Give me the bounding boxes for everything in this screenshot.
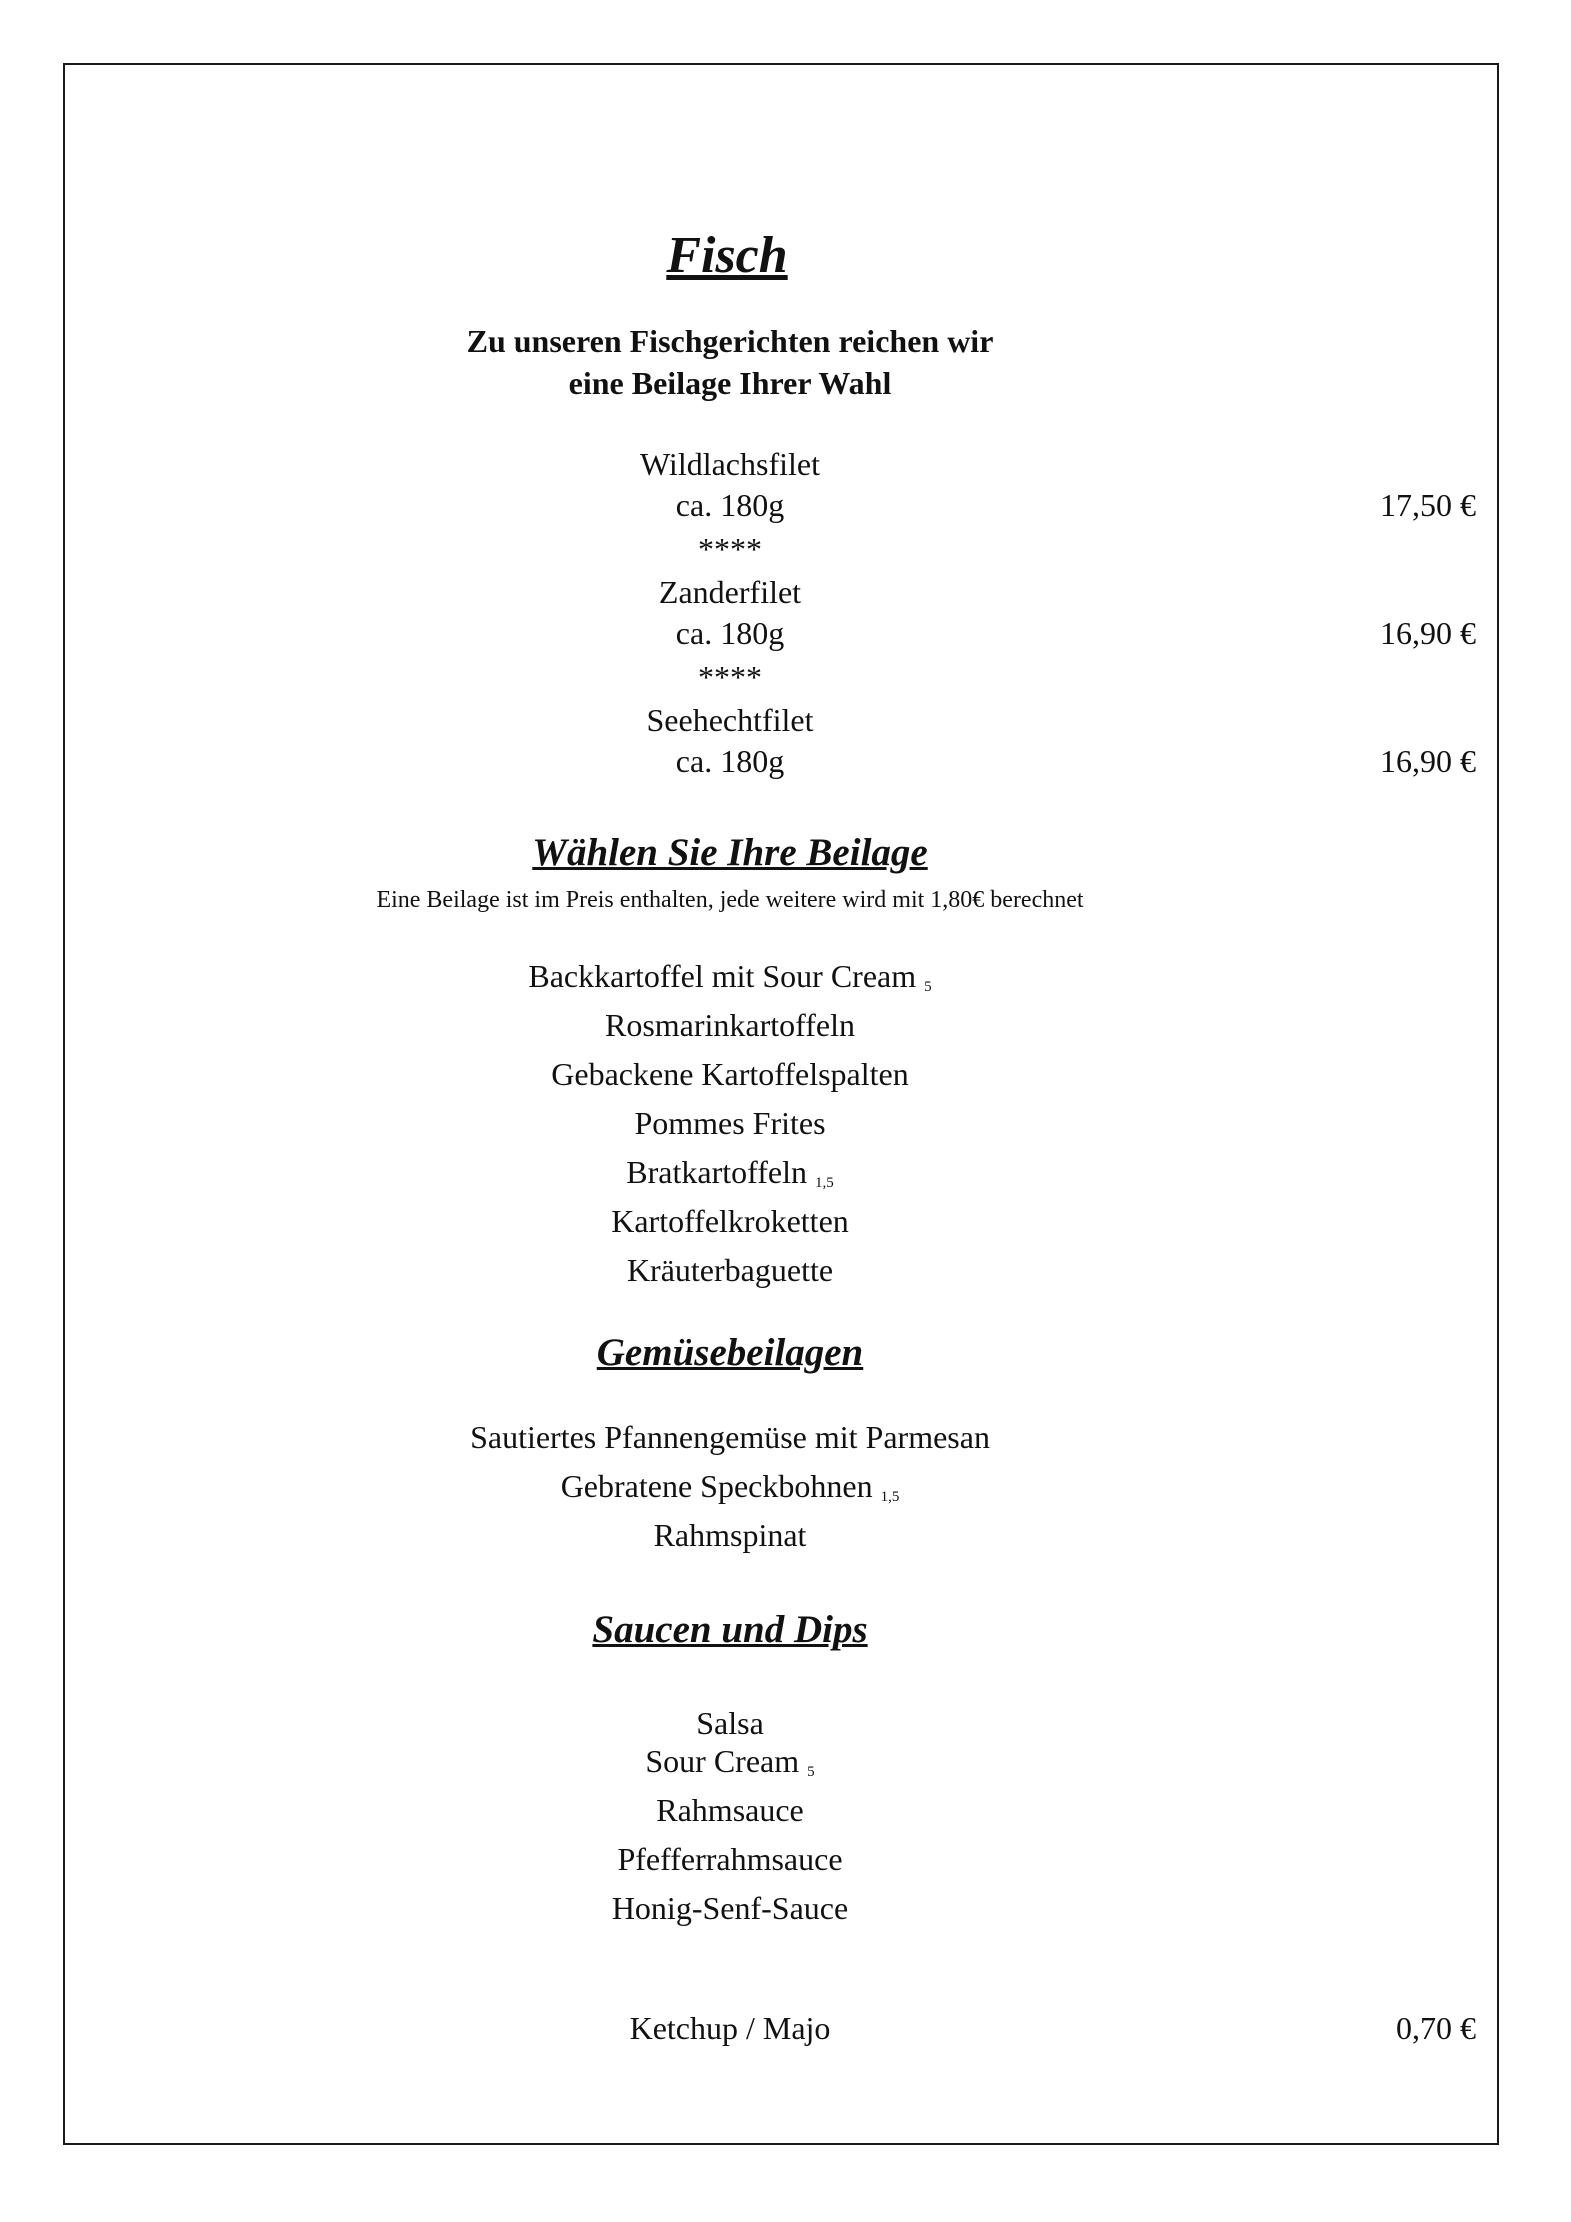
sauces-title: Saucen und Dips [592, 1608, 868, 1651]
fish-item-price: 16,90 € [1380, 743, 1476, 779]
side-item [611, 1203, 849, 1240]
allergen-marker: 5 [924, 979, 932, 995]
vegetable-item [561, 1468, 900, 1506]
vegetable-item [654, 1517, 807, 1554]
vegetable-item-label: Sautiertes Pfannengemüse mit Parmesan [470, 1419, 990, 1455]
side-item [634, 1105, 825, 1142]
vegetable-item-label: Rahmspinat [653, 1517, 807, 1553]
sauce-item [617, 1841, 842, 1878]
vegetable-item [470, 1419, 990, 1456]
fish-separator: **** [698, 659, 762, 695]
sides-note: Eine Beilage ist im Preis enthalten, jede weitere wird mit 1,80€ berechnet [376, 887, 1084, 913]
side-item-label: Kräuterbaguette [626, 1252, 834, 1288]
sauce-item [645, 1743, 814, 1781]
fish-item-weight: ca. 180g [675, 487, 785, 523]
sauce-item [656, 1792, 804, 1829]
side-item-label: Rosmarinkartoffeln [604, 1007, 856, 1043]
sides-title: Wählen Sie Ihre Beilage [532, 831, 928, 874]
vegetables-title: Gemüsebeilagen [596, 1331, 864, 1374]
fish-item-name: Seehechtfilet [646, 702, 814, 738]
fish-item-weight: ca. 180g [675, 615, 785, 651]
vegetable-item-label: Gebratene Speckbohnen [560, 1468, 873, 1504]
allergen-marker: 1,5 [880, 1489, 900, 1505]
fish-item-weight: ca. 180g [675, 743, 785, 779]
side-item-label: Backkartoffel mit Sour Cream [528, 958, 917, 994]
side-item-label: Kartoffelkroketten [611, 1203, 849, 1239]
fish-item-name: Zanderfilet [658, 574, 802, 610]
side-item [528, 958, 931, 996]
sauce-item-label: Honig-Senf-Sauce [611, 1890, 849, 1926]
fish-intro-line-2: eine Beilage Ihrer Wahl [568, 365, 892, 401]
sauce-item [696, 1705, 764, 1742]
allergen-marker: 1,5 [814, 1175, 834, 1191]
sauce-item-label: Rahmsauce [656, 1792, 804, 1828]
side-item-label: Pommes Frites [634, 1105, 826, 1141]
sauce-item [612, 1890, 848, 1927]
side-item-label: Bratkartoffeln [626, 1154, 807, 1190]
fish-item-name: Wildlachsfilet [640, 446, 820, 482]
side-item [605, 1007, 855, 1044]
extra-item-price: 0,70 € [1396, 2010, 1476, 2046]
side-item [627, 1252, 833, 1289]
fish-separator: **** [698, 531, 762, 567]
allergen-marker: 5 [807, 1764, 815, 1780]
extra-item-name: Ketchup / Majo [629, 2010, 831, 2046]
side-item-label: Gebackene Kartoffelspalten [551, 1056, 909, 1092]
fish-item-price: 17,50 € [1380, 487, 1476, 523]
sauce-item-label: Pfefferrahmsauce [617, 1841, 843, 1877]
fish-intro-line-1: Zu unseren Fischgerichten reichen wir [466, 323, 994, 359]
sauce-item-label: Salsa [696, 1705, 764, 1741]
fish-item-price: 16,90 € [1380, 615, 1476, 651]
sauce-item-label: Sour Cream [645, 1743, 800, 1779]
fish-title: Fisch [666, 227, 788, 284]
side-item [626, 1154, 833, 1192]
side-item [551, 1056, 908, 1093]
